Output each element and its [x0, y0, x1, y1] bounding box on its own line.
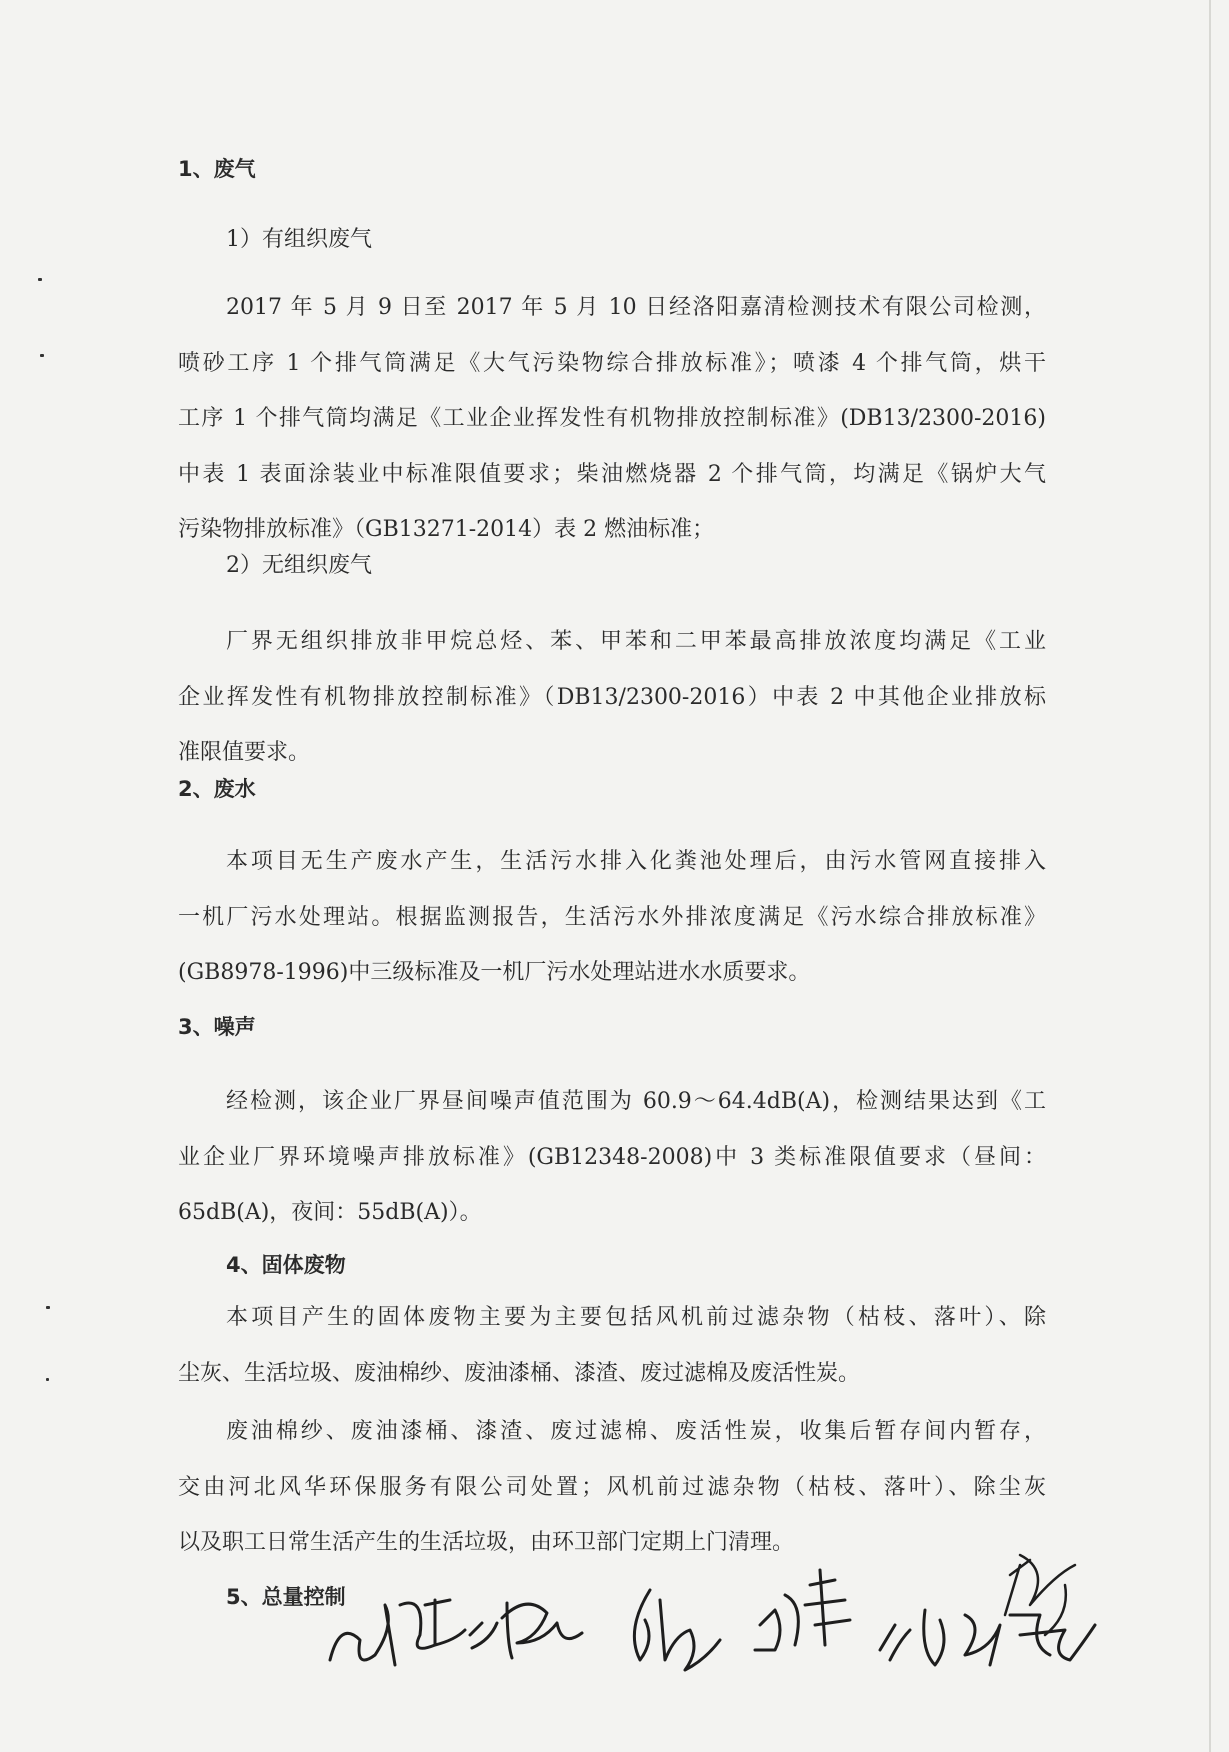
text-line: 尘灰、生活垃圾、废油棉纱、废油漆桶、漆渣、废过滤棉及废活性炭。 — [178, 1360, 861, 1386]
section-4-paragraph-1 — [178, 1290, 1046, 1401]
text-line: 企业挥发性有机物排放控制标准》（DB13/2300-2016）中表 2 中其他企业排放标 — [178, 684, 1046, 710]
section-2-heading: 2、废水 — [178, 777, 256, 801]
text-line: 污染物排放标准》（GB13271-2014）表 2 燃油标准； — [178, 517, 715, 542]
scan-speck — [40, 354, 44, 357]
section-3-heading: 3、噪声 — [178, 1015, 256, 1039]
section-2-paragraph — [178, 834, 1046, 1001]
text-line: 喷砂工序 1 个排气筒满足《大气污染物综合排放标准》；喷漆 4 个排气筒，烘干 — [178, 350, 1046, 376]
section-1-paragraph-1 — [178, 280, 1046, 558]
text-line: 业企业厂界环境噪声排放标准》(GB12348-2008)中 3 类标准限值要求（昼间： — [178, 1144, 1046, 1170]
text-line: 本项目产生的固体废物主要为主要包括风机前过滤杂物（枯枝、落叶）、除 — [226, 1305, 1046, 1330]
text-line: (GB8978-1996)中三级标准及一机厂污水处理站进水水质要求。 — [178, 960, 811, 985]
text-line: 准限值要求。 — [178, 740, 311, 765]
section-1-subheading-1: 1）有组织废气 — [226, 227, 372, 252]
section-5-heading: 5、总量控制 — [226, 1585, 346, 1609]
text-line: 65dB(A)，夜间：55dB(A)）。 — [178, 1200, 482, 1225]
text-line: 2017 年 5 月 9 日至 2017 年 5 月 10 日经洛阳嘉清检测技术有限公司检测， — [226, 295, 1046, 320]
text-line: 中表 1 表面涂装业中标准限值要求；柴油燃烧器 2 个排气筒，均满足《锅炉大气 — [178, 461, 1046, 487]
text-line: 交由河北风华环保服务有限公司处置；风机前过滤杂物（枯枝、落叶）、除尘灰 — [178, 1474, 1046, 1500]
text-line: 厂界无组织排放非甲烷总烃、苯、甲苯和二甲苯最高排放浓度均满足《工业 — [226, 629, 1046, 654]
scan-speck — [46, 1306, 50, 1309]
text-line: 工序 1 个排气筒均满足《工业企业挥发性有机物排放控制标准》(DB13/2300-2016) — [178, 406, 1046, 431]
scan-speck — [46, 1378, 49, 1381]
text-line: 废油棉纱、废油漆桶、漆渣、废过滤棉、废活性炭，收集后暂存间内暂存， — [226, 1419, 1046, 1444]
section-3-paragraph — [178, 1074, 1046, 1241]
section-1-paragraph-2 — [178, 614, 1046, 781]
section-1-heading: 1、废气 — [178, 157, 256, 181]
text-line: 以及职工日常生活产生的生活垃圾，由环卫部门定期上门清理。 — [178, 1530, 795, 1555]
text-line: 一机厂污水处理站。根据监测报告，生活污水外排浓度满足《污水综合排放标准》 — [178, 904, 1046, 930]
section-4-heading: 4、固体废物 — [226, 1253, 346, 1277]
section-1-subheading-2: 2）无组织废气 — [226, 553, 372, 578]
scan-speck — [38, 278, 42, 281]
handwritten-signatures — [320, 1540, 1180, 1700]
text-line: 经检测，该企业厂界昼间噪声值范围为 60.9～64.4dB(A)，检测结果达到《工 — [226, 1089, 1046, 1114]
text-line: 本项目无生产废水产生，生活污水排入化粪池处理后，由污水管网直接排入 — [226, 849, 1046, 874]
page-edge-line — [1209, 0, 1211, 1752]
